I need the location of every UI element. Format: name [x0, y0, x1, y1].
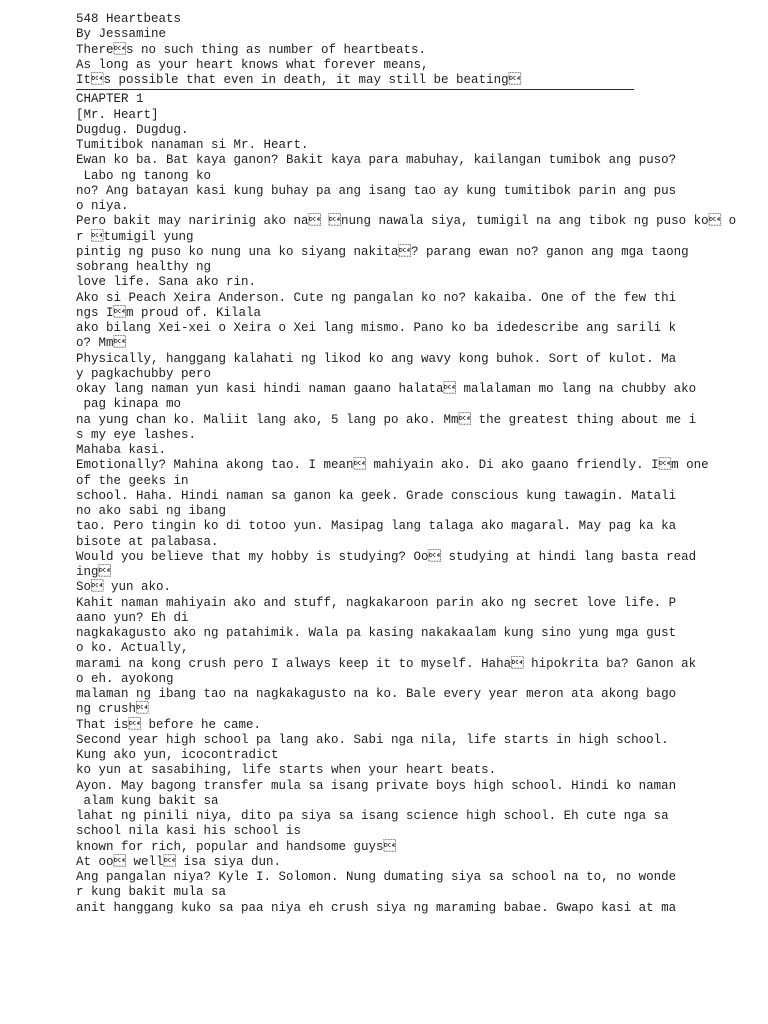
body-line: y pagkachubby pero	[76, 366, 212, 381]
body-line: aano yun? Eh di	[76, 610, 189, 625]
body-line: ing	[76, 565, 112, 579]
body-line: ng crush	[76, 702, 149, 717]
body-line: pag kinapa mo	[76, 397, 182, 412]
body-line: r tumigil yung	[76, 229, 194, 244]
body-line: r kung bakit mula sa	[76, 885, 227, 900]
body-line: pintig ng puso ko nung una ko siyang nakita? parang ewan no? ganon ang mga taong	[76, 244, 689, 259]
body-line: no ako sabi ng ibang	[76, 504, 227, 518]
epigraph-line: As long as your heart knows what forever means,	[76, 57, 429, 72]
body-line: s my eye lashes.	[76, 427, 197, 442]
body-line: Kung ako yun, icocontradict	[76, 748, 279, 762]
body-line: Would you believe that my hobby is studying? Oo studying at hindi lang basta read	[76, 549, 697, 564]
body-line: Emotionally? Mahina akong tao. I mean mahiyain ako. Di ako gaano friendly. Im one	[76, 458, 709, 473]
body-line: ngs Im proud of. Kilala	[76, 305, 262, 320]
body-line: alam kung bakit sa	[76, 793, 219, 808]
chapter-body	[76, 92, 736, 916]
body-line: anit hanggang kuko sa paa niya eh crush siya ng maraming babae. Gwapo kasi at ma	[76, 900, 677, 915]
document-text	[76, 12, 736, 916]
body-line: o niya.	[76, 199, 129, 213]
body-line: At oo well isa siya dun.	[76, 854, 282, 869]
body-line: Labo ng tanong ko	[76, 168, 212, 183]
body-line: Ayon. May bagong transfer mula sa isang private boys high school. Hindi ko naman	[76, 778, 677, 793]
body-line: Physically, hanggang kalahati ng likod ko ang wavy kong buhok. Sort of kulot. Ma	[76, 351, 677, 366]
epigraph-line: Theres no such thing as number of heartbeats.	[76, 42, 427, 57]
body-line: ako bilang Xei-xei o Xeira o Xei lang mismo. Pano ko ba idedescribe ang sarili k	[76, 321, 677, 335]
body-line: Ang pangalan niya? Kyle I. Solomon. Nung dumating siya sa school na to, no wonde	[76, 870, 677, 884]
body-line: marami na kong crush pero I always keep it to myself. Haha hipokrita ba? Ganon ak	[76, 656, 697, 671]
body-line: lahat ng pinili niya, dito pa siya sa isang science high school. Eh cute nga sa	[76, 809, 669, 823]
body-line: Dugdug. Dugdug.	[76, 122, 189, 137]
body-line: Second year high school pa lang ako. Sabi nga nila, life starts in high school.	[76, 732, 669, 747]
body-line: Ako si Peach Xeira Anderson. Cute ng pangalan ko no? kakaiba. One of the few thi	[76, 290, 677, 305]
body-line: Mahaba kasi.	[76, 443, 167, 457]
chapter-subtitle: [Mr. Heart]	[76, 107, 159, 122]
document-header	[76, 12, 736, 88]
epigraph-line: Its possible that even in death, it may still be beating	[76, 73, 522, 87]
body-line: na yung chan ko. Maliit lang ako, 5 lang po ako. Mm the greatest thing about me i	[76, 412, 697, 427]
body-line: Ewan ko ba. Bat kaya ganon? Bakit kaya para mabuhay, kailangan tumibok ang puso?	[76, 153, 677, 168]
body-line: love life. Sana ako rin.	[76, 275, 257, 290]
body-line: So yun ako.	[76, 580, 172, 595]
body-line: of the geeks in	[76, 473, 189, 488]
body-line: o? Mm	[76, 336, 127, 351]
body-line: okay lang naman yun kasi hindi naman gaano halata malalaman mo lang na chubby ako	[76, 382, 697, 396]
body-line: o eh. ayokong	[76, 671, 174, 686]
body-line: Pero bakit may naririnig ako na nung nawala siya, tumigil na ang tibok ng puso ko o	[76, 214, 737, 229]
body-line: known for rich, popular and handsome guys	[76, 839, 397, 854]
chapter-heading: CHAPTER 1	[76, 92, 144, 107]
body-line: Kahit naman mahiyain ako and stuff, nagkakaroon parin ako ng secret love life. P	[76, 595, 677, 610]
header-divider	[76, 89, 634, 90]
body-line: nagkakagusto ako ng patahimik. Wala pa kasing nakakaalam kung sino yung mga gust	[76, 626, 677, 640]
body-line: o ko. Actually,	[76, 641, 189, 656]
story-author: By Jessamine	[76, 27, 167, 42]
body-line: bisote at palabasa.	[76, 534, 219, 549]
body-line: school. Haha. Hindi naman sa ganon ka geek. Grade conscious kung tawagin. Matali	[76, 488, 677, 503]
body-line: Tumitibok nanaman si Mr. Heart.	[76, 138, 309, 152]
body-line: sobrang healthy ng	[76, 260, 212, 274]
body-line: school nila kasi his school is	[76, 824, 302, 839]
body-line: malaman ng ibang tao na nagkakagusto na ko. Bale every year meron ata akong bago	[76, 687, 677, 701]
body-line: tao. Pero tingin ko di totoo yun. Masipag lang talaga ako magaral. May pag ka ka	[76, 519, 677, 534]
story-title: 548 Heartbeats	[76, 12, 182, 26]
body-line: ko yun at sasabihing, life starts when your heart beats.	[76, 763, 497, 778]
body-line: no? Ang batayan kasi kung buhay pa ang isang tao ay kung tumitibok parin ang pus	[76, 183, 677, 198]
body-line: That is before he came.	[76, 717, 262, 732]
